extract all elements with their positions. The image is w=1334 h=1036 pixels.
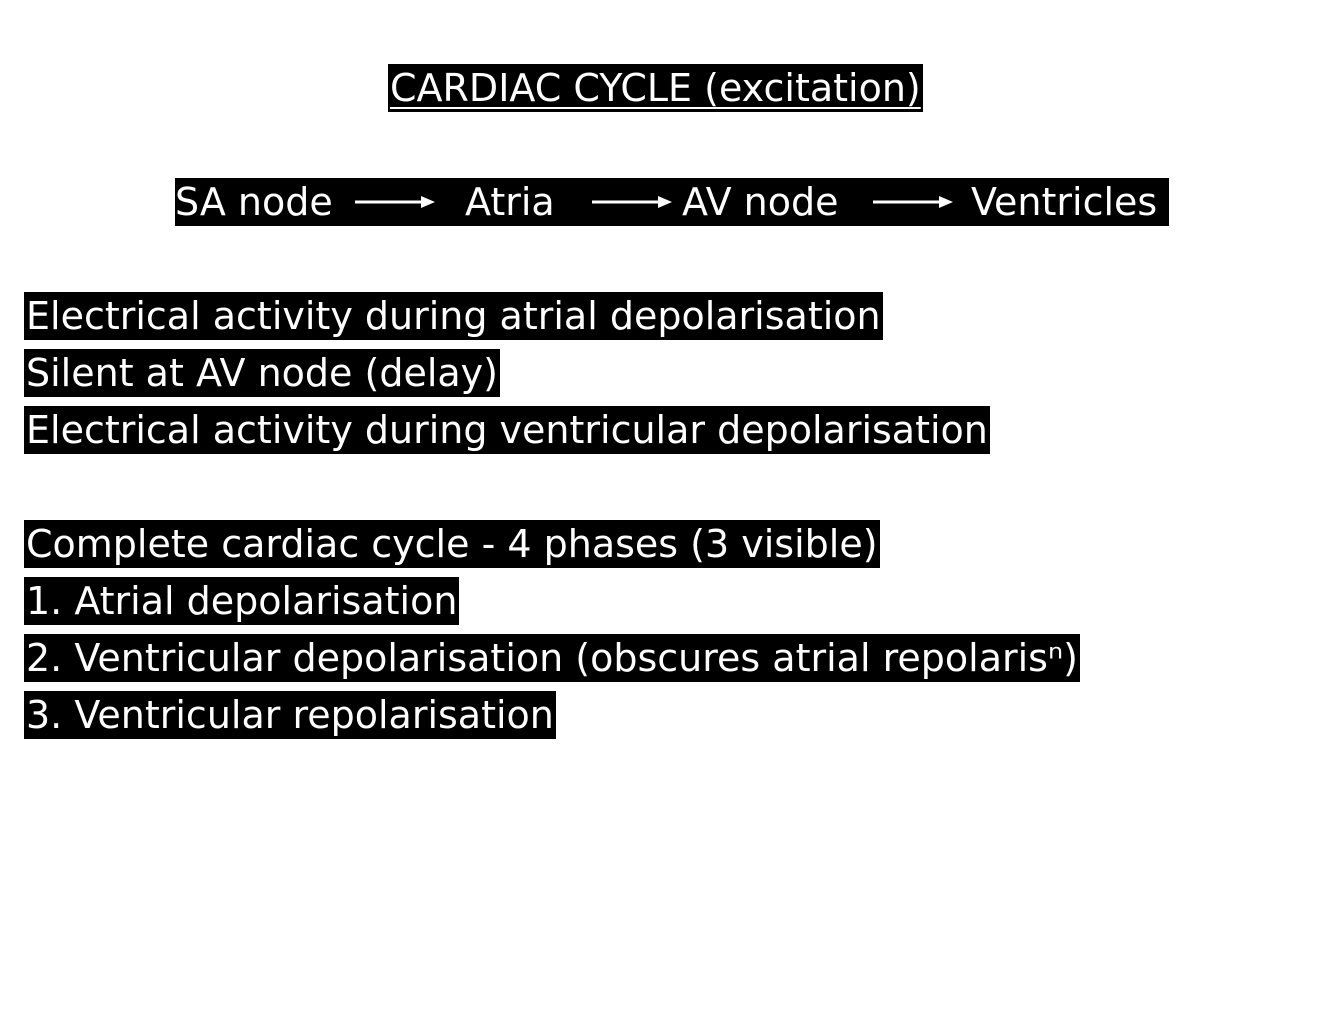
- conduction-pathway: [175, 178, 1169, 226]
- phase-item: 1. Atrial depolarisation: [26, 579, 458, 623]
- arrow-right-icon: [355, 194, 435, 210]
- electrical-line-atrial: Electrical activity during atrial depolarisation: [26, 294, 881, 338]
- electrical-line-ventricular: Electrical activity during ventricular depolarisation: [26, 408, 988, 452]
- arrow-right-icon: [873, 194, 953, 210]
- arrow-right-icon: [592, 194, 672, 210]
- pathway-step-ventricles: Ventricles: [971, 180, 1158, 224]
- phase-item: 2. Ventricular depolarisation (obscures atrial repolarisⁿ): [26, 636, 1078, 680]
- phases-heading: Complete cardiac cycle - 4 phases (3 visible): [26, 522, 878, 566]
- slide-title: CARDIAC CYCLE (excitation): [390, 66, 921, 110]
- pathway-step-atria: Atria: [465, 180, 555, 224]
- pathway-step-sa-node: SA node: [175, 180, 333, 224]
- pathway-step-av-node: AV node: [682, 180, 839, 224]
- phase-item: 3. Ventricular repolarisation: [26, 693, 554, 737]
- electrical-line-av-node: Silent at AV node (delay): [26, 351, 498, 395]
